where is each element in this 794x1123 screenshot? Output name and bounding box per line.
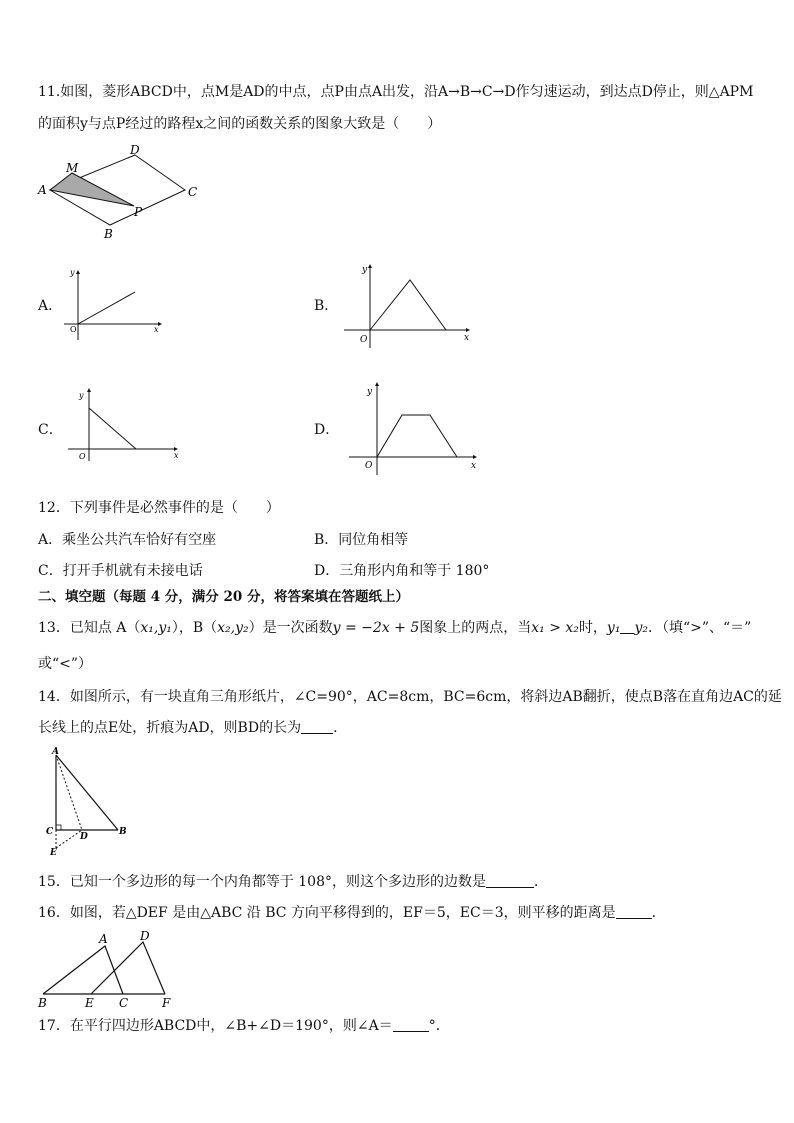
q13-text-d: 图象上的两点，当 xyxy=(419,620,532,636)
q15-answer-blank[interactable] xyxy=(486,873,534,888)
q16-fig-label-B: B xyxy=(38,996,47,1010)
q15-text-b: ． xyxy=(534,874,548,890)
q15-text-a: 15．已知一个多边形的每一个内角都等于 108°，则这个多边形的边数是 xyxy=(38,874,486,890)
q14-fig-label-B: B xyxy=(119,827,127,837)
q11-a-axis-y: y xyxy=(70,268,75,277)
q17-text-a: 17．在平行四边形ABCD中，∠B+∠D＝190°，则∠A＝ xyxy=(38,1018,393,1034)
section-fill-in-heading: 二、填空题（每题 4 分，满分 20 分，将答案填在答题纸上） xyxy=(38,589,409,605)
q14-fig-label-D: D xyxy=(80,832,88,842)
q11-option-c-graph xyxy=(64,386,194,466)
q16-translation-figure xyxy=(35,928,185,1010)
q11-c-axis-x: x xyxy=(174,451,179,460)
q13-line1 xyxy=(38,619,751,637)
q16-answer-blank[interactable] xyxy=(616,904,652,919)
q15-line xyxy=(38,873,548,891)
q11-d-origin: O xyxy=(365,461,373,471)
q16-fig-label-D: D xyxy=(140,929,150,943)
q11-line2: 的面积y与点P经过的路程x之间的函数关系的图象大致是（ ） xyxy=(38,116,442,132)
q16-fig-label-F: F xyxy=(162,996,171,1010)
q13-text-c: ）是一次函数 xyxy=(248,620,333,636)
q17-line xyxy=(38,1017,450,1035)
q11-fig-label-P: P xyxy=(134,205,143,219)
q11-b-axis-y: y xyxy=(362,265,368,275)
q16-text-b: ． xyxy=(651,905,666,921)
q11-option-d-label: D． xyxy=(314,422,340,438)
q11-option-b-label: B． xyxy=(314,298,339,314)
q17-text-b: °． xyxy=(428,1018,450,1034)
q12-option-d: D．三角形内角和等于 180° xyxy=(314,563,490,579)
q11-fig-label-D: D xyxy=(130,143,140,157)
q11-option-b-graph xyxy=(340,262,480,352)
q11-option-a-graph xyxy=(60,266,170,346)
q13-y1: y₁ xyxy=(606,620,621,636)
q12-option-b: B．同位角相等 xyxy=(314,532,409,548)
q16-line xyxy=(38,904,666,922)
q11-b-origin: O xyxy=(360,335,368,345)
q13-line2: 或“<”） xyxy=(38,656,93,672)
q14-answer-blank[interactable] xyxy=(301,719,333,734)
q11-rhombus-figure xyxy=(30,142,198,242)
q12-stem: 12．下列事件是必然事件的是（ ） xyxy=(38,500,280,516)
q11-fig-label-M: M xyxy=(66,161,79,175)
q11-a-origin: O xyxy=(70,325,77,334)
q13-answer-blank[interactable] xyxy=(620,619,634,634)
q11-line1: 11.如图，菱形ABCD中，点M是AD的中点，点P由点A出发，沿A→B→C→D作匀速运动，到达点D停止，则△APM xyxy=(38,84,754,100)
q13-text-f: ．（填“>”、“＝” xyxy=(647,620,752,636)
q13-text-b: ），B（ xyxy=(171,620,218,636)
q14-fig-label-E: E xyxy=(50,848,57,858)
q11-fig-label-B: B xyxy=(104,227,113,241)
q13-condition: x₁ > x₂ xyxy=(531,620,579,636)
q14-triangle-figure xyxy=(40,745,140,860)
q16-text-a: 16．如图，若△DEF 是由△ABC 沿 BC 方向平移得到的，EF＝5，EC＝3，则平移的距离是 xyxy=(38,905,616,921)
q12-option-c: C．打开手机就有未接电话 xyxy=(38,563,203,579)
q11-c-origin: O xyxy=(79,452,86,461)
q11-c-axis-y: y xyxy=(79,391,84,400)
q14-text-a: 长线上的点E处，折痕为AD，则BD的长为 xyxy=(38,720,302,736)
q13-point-b: x₂,y₂ xyxy=(217,620,249,636)
q11-b-axis-x: x xyxy=(464,333,470,343)
q17-answer-blank[interactable] xyxy=(393,1017,429,1032)
q14-fig-label-A: A xyxy=(52,747,59,757)
q13-text-a: 13．已知点 A（ xyxy=(38,620,141,636)
q14-fig-label-C: C xyxy=(46,827,54,837)
q14-text-b: . xyxy=(333,720,338,736)
q13-function: y = −2x + 5 xyxy=(332,620,420,636)
q11-option-d-graph xyxy=(345,380,485,480)
q11-option-c-label: C． xyxy=(38,422,63,438)
q11-fig-label-A: A xyxy=(38,183,47,197)
q11-d-axis-x: x xyxy=(471,461,477,471)
q16-fig-label-A: A xyxy=(99,932,108,946)
q16-fig-label-C: C xyxy=(119,996,129,1010)
q14-line1: 14．如图所示，有一块直角三角形纸片，∠C=90°，AC=8cm，BC=6cm，将斜边AB翻折，使点B落在直角边AC的延 xyxy=(38,689,782,705)
q11-a-axis-x: x xyxy=(154,325,159,334)
q13-text-e: 时， xyxy=(578,620,607,636)
q13-point-a: x₁,y₁ xyxy=(140,620,172,636)
q12-option-a: A．乘坐公共汽车恰好有空座 xyxy=(38,532,217,548)
q13-y2: y₂ xyxy=(634,620,648,636)
q16-fig-label-E: E xyxy=(85,996,94,1010)
q11-option-a-label: A． xyxy=(38,298,63,314)
q11-d-axis-y: y xyxy=(367,387,373,397)
q14-line2 xyxy=(38,719,338,737)
q11-fig-label-C: C xyxy=(188,185,198,199)
